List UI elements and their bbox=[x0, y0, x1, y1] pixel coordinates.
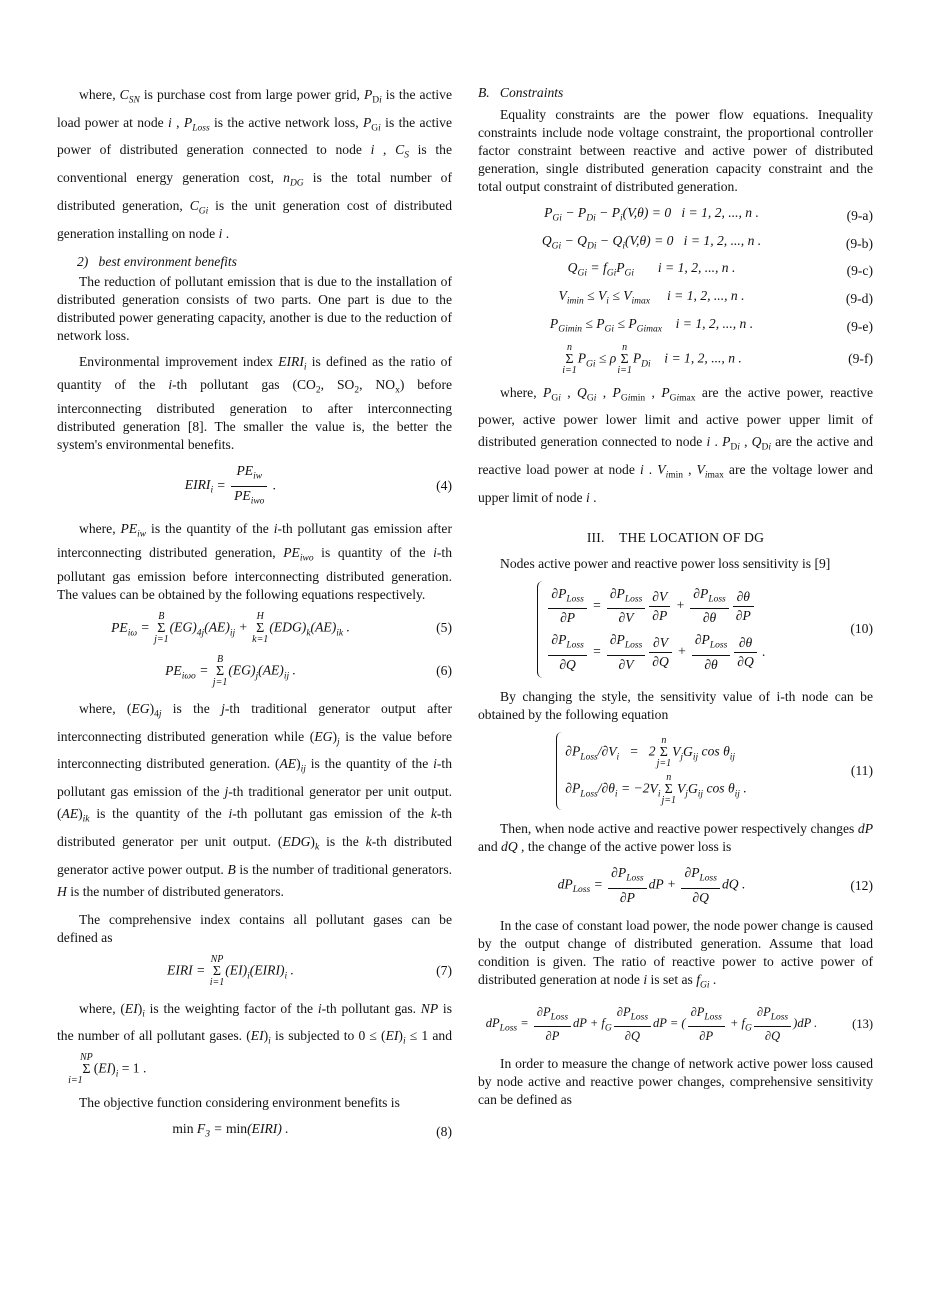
paragraph-constraints: Equality constraints are the power flow equations. Inequality constraints include node voltage constraint, the proportional controller factor constraint between reactive and active power of distributed generation, single distributed generation capacity constraint and the total output constraint of distributed generation. bbox=[478, 107, 873, 194]
equation-number: (9-c) bbox=[846, 263, 873, 279]
equation-9b: $Q_{Gi} - Q_{Di} - Q_i(V,\theta) = 0$ i = 1, 2, ..., n . (9-b) bbox=[541, 232, 873, 252]
paragraph-comprehensive-index: The comprehensive index contains all pollutant gases can be defined as bbox=[57, 911, 452, 945]
paragraph-power-change: Then, when node active and reactive power respectively changes dP and dQ , the change of the active power loss is bbox=[478, 821, 873, 855]
equation-9a: $P_{Gi} - P_{Di} - P_i(V,\theta) = 0$ i = 1, 2, ..., n . (9-a) bbox=[544, 205, 873, 224]
equation-5: $PE_{i\omega} = B$ Σ $j=1(EG)_{4j}(AE)_{ij} + H$ Σ $k=1(EDG)_k(AE)_{ik}$ . (5) bbox=[111, 610, 452, 645]
equation-number: (11) bbox=[850, 763, 873, 779]
equation-number: (12) bbox=[850, 877, 873, 893]
section-heading-location: III. THE LOCATION OF DG bbox=[586, 529, 765, 545]
equation-number: (9-f) bbox=[848, 351, 873, 367]
paragraph-cost-definitions: where, $C_{SN}$ is purchase cost from large power grid, $P_{Di}$ is the active load power at node i , $P_{Loss}$ is the active network loss, $P_{Gi}$ is the active power of distributed generation connected to node i , $C_S$ is the conventional energy generation cost, $n_{DG}$ is the total number of distributed generation, $C_{Gi}$ is the unit generation cost of distributed generation installing on node i . bbox=[57, 87, 452, 241]
equation-number: (4) bbox=[436, 478, 452, 494]
equation-number: (10) bbox=[850, 621, 873, 637]
equation-9f: n Σ $i=1P_{Gi} \le \rho n$ Σ $i=1P_{Di}$ i = 1, 2, ..., n . (9-f) bbox=[562, 341, 873, 376]
paragraph-pe-definitions: where, $PE_{iw}$ is the quantity of the i-th pollutant gas emission after interconnecting distributed generation, $PE_{iwo}$ is quantity of the i-th pollutant gas emission before interconnecting distributed generation. The values can be obtained by the following equations respectively. bbox=[57, 521, 452, 602]
equation-number: (5) bbox=[436, 620, 452, 636]
equation-number: (9-d) bbox=[845, 291, 873, 307]
equation-9e: $P_{Gimin} \le P_{Gi} \le P_{Gimax}$ i = 1, 2, ..., n . (9-e) bbox=[549, 315, 873, 335]
left-column bbox=[57, 84, 452, 1154]
paragraph-pollutant-reduction: The reduction of pollutant emission that is due to the installation of distributed generation consists of two parts. One part is due to the distributed power generating capacity, another is due to the reduction of network loss. bbox=[57, 273, 452, 343]
equation-number: (6) bbox=[436, 663, 452, 679]
equation-number: (9-e) bbox=[846, 318, 873, 334]
paragraph-style-change: By changing the style, the sensitivity value of i-th node can be obtained by the following equation bbox=[478, 689, 873, 723]
equation-9d: $V_{imin} \le V_i \le V_{imax}$ i = 1, 2, ..., n . (9-d) bbox=[558, 288, 873, 307]
equation-12: $dP_{Loss}$ = $\frac{\partial P_{Loss}}{\partial P}$ dP + $\frac{\partial P_{Loss}}{\partial Q}$ dQ . (12) bbox=[557, 865, 873, 905]
section-heading-constraints: B. Constraints bbox=[478, 85, 564, 100]
equation-7: EIRI = NP Σ $i=1(EI)_i(EIRI)_i$ . (7) bbox=[167, 953, 452, 988]
equation-11: $\partial P_{Loss}/\partial V_i = 2n$ Σ $j=1V_jG_{ij}$ $\cos \theta_{ij}$ $\partial P_{Loss}/\partial\theta_i = -2V_in$ Σ $j=1V_jG_{ij}$ $\cos \theta_{ij}$ . (11) bbox=[478, 732, 873, 810]
paragraph-sensitivity: Nodes active power and reactive power loss sensitivity is [9] bbox=[500, 555, 831, 571]
paragraph-objective-function: The objective function considering environment benefits is bbox=[79, 1094, 400, 1110]
paragraph-load-power: In the case of constant load power, the node power change is caused by the output change of distributed generation. Assume that load condition is given. The ratio of reactive power to active power of distributed generation at node i is set as $f_{Gi}$ . bbox=[478, 917, 873, 991]
paragraph-comprehensive-sensitivity: In order to measure the change of network active power loss caused by node active and reactive power changes, comprehensive sensitivity can be defined as bbox=[478, 1056, 873, 1108]
equation-10: $\frac{\partial P_{Loss}}{\partial P}$ = $\frac{\partial P_{Loss}}{\partial V}$ $\frac{\partial V}{\partial P}$ + $\frac{\partial P_{Loss}}{\partial\theta}$ $\frac{\partial\theta}{\partial P}$ $\frac{\partial P_{Loss}}{\partial Q}$ = $\frac{\partial P_{Loss}}{\partial V}$ $\frac{\partial V}{\partial Q}$ + $\frac{\partial P_{Loss}}{\partial\theta}$ $\frac{\partial\theta}{\partial Q}$ . (10) bbox=[478, 581, 873, 678]
equation-4: $EIRI_i$ = $\frac{PE_{iw}}{PE_{iwo}}$ . (4) bbox=[184, 463, 452, 507]
equation-number: (13) bbox=[852, 1016, 873, 1031]
equation-8: $\min F_3$ = min(EIRI) . (8) bbox=[172, 1120, 452, 1140]
paragraph-weighting-factor: where, $(EI)_i$ is the weighting factor of the i-th pollutant gas. NP is the number of all pollutant gases. $(EI)_i$ is subjected to $0 \le (EI)_i \le 1$ and NP Σ $i=1(EI)_i = 1$ . bbox=[57, 1000, 452, 1086]
subsection-heading: 2) best environment benefits bbox=[77, 253, 237, 269]
paragraph-eg-definitions: where, $(EG)_{4j}$ is the j-th traditional generator output after interconnecting distributed generation while $(EG)_j$ is the value before interconnecting distributed generation. $(AE)_{ij}$ is the quantity of the i-th pollutant gas emission of the j-th traditional generator per unit output. $(AE)_{ik}$ is the quantity of the i-th pollutant gas emission of the k-th distributed generator per unit output. $(EDG)_k$ is the k-th distributed generator active power output. B is the number of traditional generators. H is the number of distributed generators. bbox=[57, 700, 453, 899]
equation-13: $dP_{Loss}$ = $\frac{\partial P_{Loss}}{\partial P}$ dP + $f_G$ $\frac{\partial P_{Loss}}{\partial Q}$ dP = ( $\frac{\partial P_{Loss}}{\partial P}$ + $f_G$ $\frac{\partial P_{Loss}}{\partial Q}$ )dP . (13) bbox=[485, 1004, 873, 1044]
equation-9c: $Q_{Gi} = f_{Gi}P_{Gi}$ i = 1, 2, ..., n . (9-c) bbox=[567, 260, 873, 280]
paragraph-eiri-definition: Environmental improvement index $EIRI_i$ is defined as the ratio of quantity of the i-th pollutant gas ($CO_2$, $SO_2$, $NO_x$) before interconnecting distributed generation to after interconnecting distributed generation [8]. The smaller the value is, the better the system's environmental benefits. bbox=[57, 353, 453, 453]
equation-number: (9-a) bbox=[846, 207, 873, 223]
equation-6: $PE_{i\omega o} = B$ Σ $j=1(EG)_j(AE)_{ij}$ . (6) bbox=[165, 653, 452, 688]
equation-number: (7) bbox=[436, 963, 452, 978]
right-column bbox=[478, 84, 873, 1117]
paragraph-constraint-variables: where, $P_{Gi}$ , $Q_{Gi}$ , $P_{Gimin}$ , $P_{Gimax}$ are the active power, reactive power, active power lower limit and active power upper limit of distributed generation connected to node i . $P_{Di}$ , $Q_{Di}$ are the active and reactive load power at node i . $V_{imin}$ , $V_{imax}$ are the voltage lower and upper limit of node i . bbox=[478, 384, 873, 505]
equation-number: (8) bbox=[436, 1123, 452, 1139]
equation-number: (9-b) bbox=[845, 235, 873, 251]
